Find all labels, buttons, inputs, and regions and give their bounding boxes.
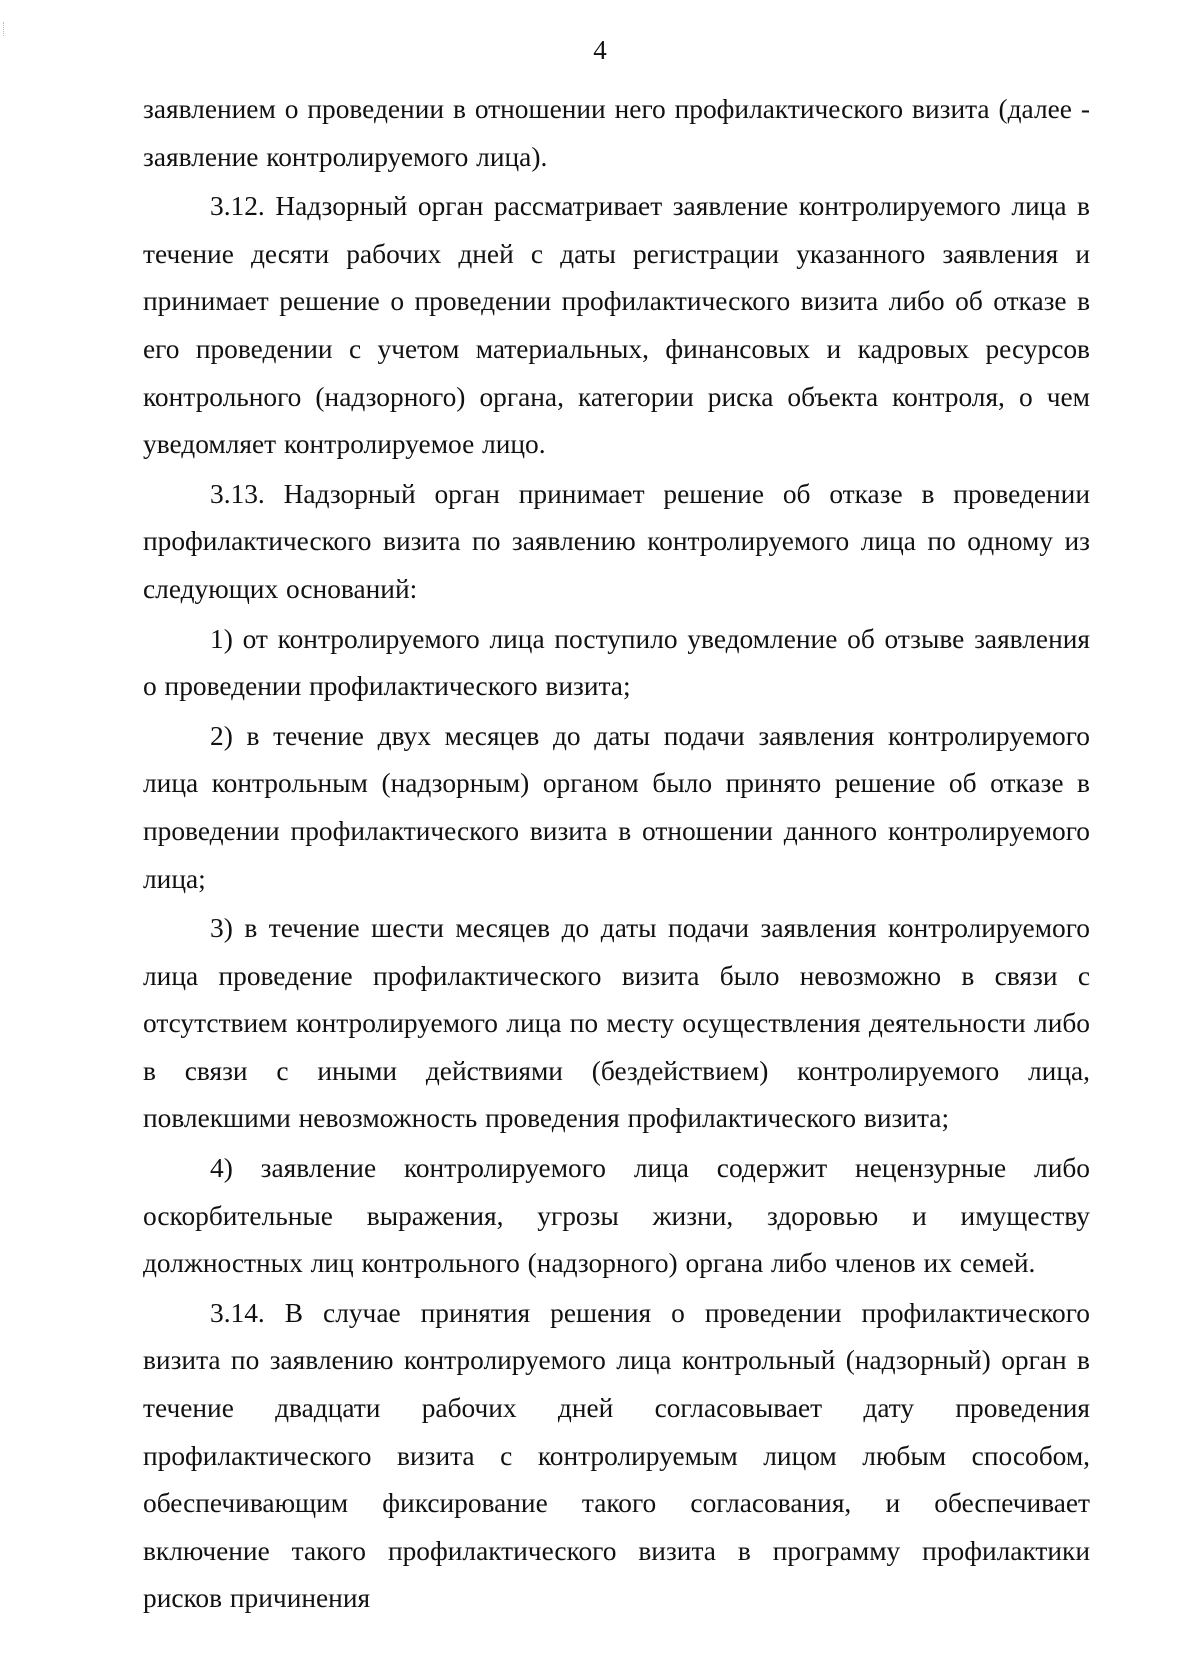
- paragraph-3-14: 3.14. В случае принятия решения о проведении профилактического визита по заявлению контролируемого лица контрольный (надзорный) орган в течение двадцати рабочих дней согласовывает дату проведения профилактического визита с контролируемым лицом любым способом, обеспечивающим фиксирование такого согласования, и обеспечивает включение такого профилактического визита в программу профилактики рисков причинения: [143, 1297, 1090, 1614]
- paragraph-continuation: заявлением о проведении в отношении него профилактического визита (далее - заявление контролируемого лица).: [143, 94, 1090, 172]
- document-body: [143, 86, 1090, 1623]
- page-number: 4: [593, 35, 607, 65]
- list-item-2: 2) в течение двух месяцев до даты подачи заявления контролируемого лица контрольным (надзорным) органом было принято решение об отказе в проведении профилактического визита в отношении данного контролируемого лица;: [143, 720, 1090, 894]
- list-item-1: 1) от контролируемого лица поступило уведомление об отзыве заявления о проведении профилактического визита;: [143, 623, 1090, 702]
- paragraph-3-13: 3.13. Надзорный орган принимает решение об отказе в проведении профилактического визита по заявлению контролируемого лица по одному из следующих оснований:: [143, 478, 1090, 604]
- paragraph-3-12: 3.12. Надзорный орган рассматривает заявление контролируемого лица в течение десяти рабочих дней с даты регистрации указанного заявления и принимает решение о проведении профилактического визита либо об отказе в его проведении с учетом материальных, финансовых и кадровых ресурсов контрольного (надзорного) органа, категории риска объекта контроля, о чем уведомляет контролируемое лицо.: [143, 191, 1090, 460]
- list-item-4: 4) заявление контролируемого лица содержит нецензурные либо оскорбительные выражения, угрозы жизни, здоровью и имуществу должностных лиц контрольного (надзорного) органа либо членов их семей.: [143, 1153, 1090, 1279]
- list-item-3: 3) в течение шести месяцев до даты подачи заявления контролируемого лица проведение профилактического визита было невозможно в связи с отсутствием контролируемого лица по месту осуществления деятельности либо в связи с иными действиями (бездействием) контролируемого лица, повлекшими невозможность проведения профилактического визита;: [143, 913, 1090, 1134]
